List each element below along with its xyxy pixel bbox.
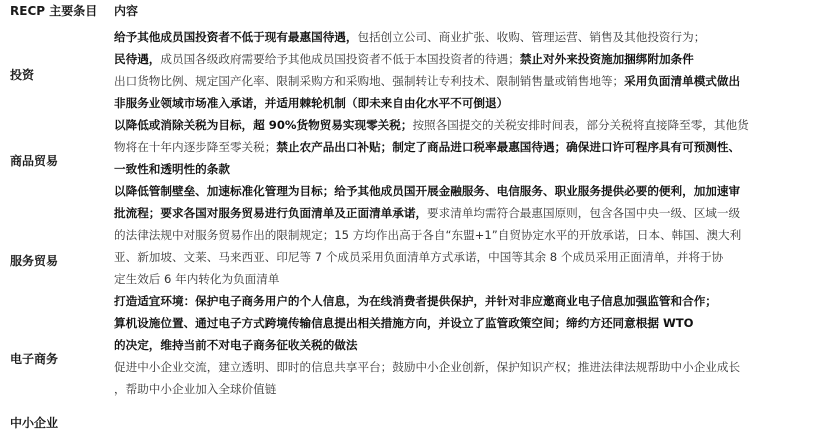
bold-text: 的决定，维持当前不对电子商务征收关税的做法: [114, 338, 358, 352]
body-text: 出口货物比例、规定国产化率、限制采购方和采购地、强制转让专利技术、限制销售量或销售地等；: [114, 74, 625, 88]
bold-text: 一致性和透明性的条款: [114, 162, 230, 176]
content-line: [114, 70, 814, 92]
content-line: [114, 378, 814, 400]
bold-text: 以降低或消除关税为目标，超 90%货物贸易实现零关税；: [114, 118, 413, 132]
content-line: [114, 26, 814, 48]
bold-text: 打造适宜环境：保护电子商务用户的个人信息，为在线消费者提供保护，并针对非应邀商业电子信息加强监管和合作；: [114, 294, 717, 308]
content-line: [114, 268, 814, 290]
section-label-ecommerce: 电子商务: [10, 352, 59, 366]
bold-text: 以降低管制壁垒、加速标准化管理为目标；给予其他成员国开展金融服务、电信服务、职业服务提供必要的便利，加加速审: [114, 184, 741, 198]
content-line: [114, 114, 814, 136]
body-text: 要求清单均需符合最惠国原则，包含各国中央一级、区域一级: [427, 206, 741, 220]
bold-text: 采用负面清单模式做出: [624, 74, 741, 88]
section-label-investment: 投资: [10, 68, 35, 82]
bold-text: 禁止农产品出口补贴；制定了商品进口税率最惠国待遇；确保进口许可程序具有可预测性、: [276, 140, 741, 154]
content-line: [114, 246, 814, 268]
bold-text: 批流程；要求各国对服务贸易进行负面清单及正面清单承诺，: [114, 206, 428, 220]
section-label-sme: 中小企业: [10, 416, 59, 430]
header-col1: RECP 主要条目: [10, 4, 98, 18]
content-line: [114, 356, 814, 378]
body-text: 的法律法规中对服务贸易作出的限制规定；15 方均作出高于各自“东盟+1”自贸协定水平的开放承诺，日本、韩国、澳大利: [114, 228, 742, 242]
content-line: [114, 92, 814, 114]
body-text: 按照各国提交的关税安排时间表，部分关税将直接降至零，其他货: [412, 118, 749, 132]
content-line: [114, 334, 814, 356]
content-line: [114, 290, 814, 312]
content-line: [114, 136, 814, 158]
body-text: ，帮助中小企业加入全球价值链: [114, 382, 277, 396]
section-label-services-trade: 服务贸易: [10, 254, 59, 268]
content-line: [114, 48, 814, 70]
body-text: 包括创立公司、商业扩张、收购、管理运营、销售及其他投资行为；: [357, 30, 706, 44]
content-line: [114, 202, 814, 224]
body-text: 促进中小企业交流，建立透明、即时的信息共享平台；鼓励中小企业创新，保护知识产权；推进法律法规帮助中小企业成长: [114, 360, 741, 374]
header-col2: 内容: [114, 4, 139, 18]
bold-text: 给予其他成员国投资者不低于现有最惠国待遇，: [114, 30, 358, 44]
body-text: 亚、新加坡、文莱、马来西亚、印尼等 7 个成员采用负面清单方式承诺，中国等其余 8 个成员采用正面清单，并将于协: [114, 250, 724, 264]
section-label-goods-trade: 商品贸易: [10, 154, 59, 168]
content-column: [114, 26, 814, 400]
content-line: [114, 312, 814, 334]
content-line: [114, 224, 814, 246]
bold-text: 民待遇，: [114, 52, 161, 66]
content-line: [114, 180, 814, 202]
body-text: 物将在十年内逐步降至零关税；: [114, 140, 277, 154]
content-line: [114, 158, 814, 180]
bold-text: 非服务业领域市场准入承诺，并适用棘轮机制（即未来自由化水平不可倒退）: [114, 96, 509, 110]
body-text: 成员国各级政府需要给予其他成员国投资者不低于本国投资者的待遇；: [160, 52, 520, 66]
bold-text: 算机设施位置、通过电子方式跨境传输信息提出相关措施方向，并设立了监管政策空间；缔约方还同意根据 WTO: [114, 316, 694, 330]
bold-text: 禁止对外来投资施加捆绑附加条件: [519, 52, 694, 66]
body-text: 定生效后 6 年内转化为负面清单: [114, 272, 280, 286]
